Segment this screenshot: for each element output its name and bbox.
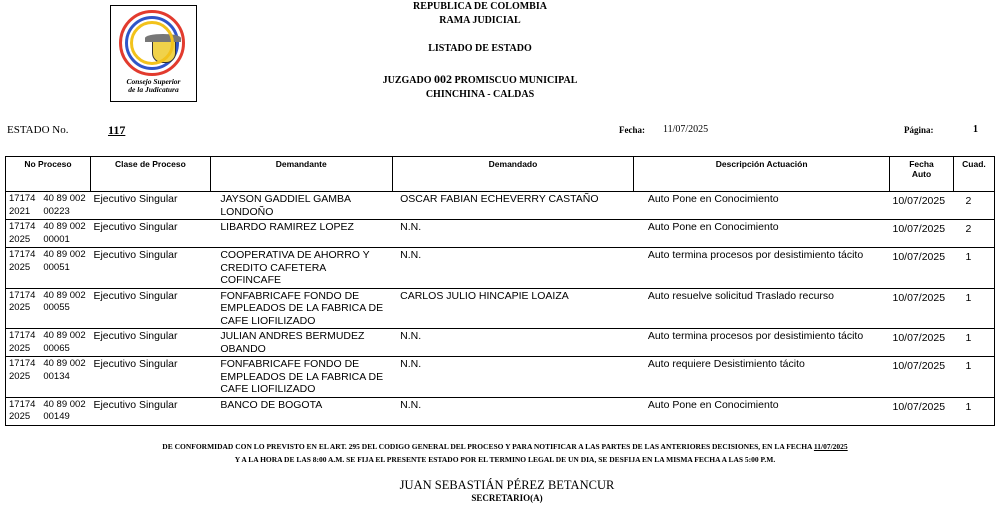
cell-cuad: 2 (953, 192, 994, 220)
cell-clase: Ejecutivo Singular (90, 220, 210, 248)
cell-proceso: 17174 40 89 002 2025 00051 (6, 248, 91, 289)
rama-judicial-seal-icon (119, 10, 185, 76)
cell-cuad: 1 (953, 288, 994, 329)
cell-demandante: BANCO DE BOGOTA (210, 397, 392, 425)
cell-clase: Ejecutivo Singular (90, 248, 210, 289)
cell-descripcion: Auto Pone en Conocimiento (634, 220, 890, 248)
cell-descripcion: Auto Pone en Conocimiento (634, 192, 890, 220)
fecha-label: Fecha: (619, 125, 645, 135)
header-country: REPUBLICA DE COLOMBIA (413, 1, 547, 12)
pagina-value: 1 (973, 124, 978, 135)
footer-legal-line1: DE CONFORMIDAD CON LO PREVISTO EN EL ART. 295 DEL CODIGO GENERAL DEL PROCESO Y PARA NOTIFICAR A LAS PARTES DE LAS ANTERIORES DECISIONES, EN LA FECHA 11/07/2025 (162, 442, 848, 451)
header-rama: RAMA JUDICIAL (439, 15, 521, 26)
cell-cuad: 1 (953, 248, 994, 289)
estado-number: 117 (108, 123, 126, 137)
cell-clase: Ejecutivo Singular (90, 329, 210, 357)
logo-caption: Consejo Superior de la Judicatura (126, 77, 181, 94)
table-row (6, 248, 995, 289)
cell-descripcion: Auto termina procesos por desistimiento tácito (634, 248, 890, 289)
cell-demandado: N.N. (392, 329, 634, 357)
fecha-value: 11/07/2025 (663, 124, 709, 135)
cell-cuad: 2 (953, 220, 994, 248)
cell-proceso: 17174 40 89 002 2025 00055 (6, 288, 91, 329)
table-row (6, 397, 995, 425)
col-header-proceso: No Proceso (6, 157, 91, 192)
consejo-superior-logo (110, 5, 197, 102)
cell-fecha: 10/07/2025 (890, 397, 954, 425)
table-row (6, 329, 995, 357)
col-header-demandado: Demandado (392, 157, 634, 192)
cell-clase: Ejecutivo Singular (90, 357, 210, 398)
cell-descripcion: Auto termina procesos por desistimiento tácito (634, 329, 890, 357)
cell-proceso: 17174 40 89 002 2025 00134 (6, 357, 91, 398)
cell-fecha: 10/07/2025 (890, 329, 954, 357)
pagina-label: Página: (904, 125, 934, 135)
col-header-descripcion: Descripción Actuación (634, 157, 890, 192)
cell-fecha: 10/07/2025 (890, 248, 954, 289)
signer-role: SECRETARIO(A) (471, 493, 543, 503)
cell-demandado: N.N. (392, 357, 634, 398)
cell-proceso: 17174 40 89 002 2025 00065 (6, 329, 91, 357)
table-row (6, 288, 995, 329)
cell-demandante: COOPERATIVA DE AHORRO Y CREDITO CAFETERA COFINCAFE (210, 248, 392, 289)
header-listado: LISTADO DE ESTADO (428, 43, 532, 54)
estado-label: ESTADO No. (7, 124, 69, 136)
table-row (6, 192, 995, 220)
cell-descripcion: Auto Pone en Conocimiento (634, 397, 890, 425)
cell-demandante: LIBARDO RAMIREZ LOPEZ (210, 220, 392, 248)
cell-demandado: N.N. (392, 248, 634, 289)
header-juzgado: JUZGADO 002 PROMISCUO MUNICIPAL (382, 72, 578, 86)
cell-fecha: 10/07/2025 (890, 357, 954, 398)
cell-descripcion: Auto resuelve solicitud Traslado recurso (634, 288, 890, 329)
cell-fecha: 10/07/2025 (890, 192, 954, 220)
cell-fecha: 10/07/2025 (890, 288, 954, 329)
cell-clase: Ejecutivo Singular (90, 288, 210, 329)
cell-demandante: JAYSON GADDIEL GAMBA LONDOÑO (210, 192, 392, 220)
cell-proceso: 17174 40 89 002 2021 00223 (6, 192, 91, 220)
table-header-row (6, 157, 995, 192)
cell-demandante: FONFABRICAFE FONDO DE EMPLEADOS DE LA FABRICA DE CAFE LIOFILIZADO (210, 357, 392, 398)
coat-of-arms-icon (152, 37, 176, 63)
cell-proceso: 17174 40 89 002 2025 00001 (6, 220, 91, 248)
col-header-fecha: Fecha Auto (890, 157, 954, 192)
cell-demandado: OSCAR FABIAN ECHEVERRY CASTAÑO (392, 192, 634, 220)
col-header-cuad: Cuad. (953, 157, 994, 192)
cell-fecha: 10/07/2025 (890, 220, 954, 248)
cell-cuad: 1 (953, 329, 994, 357)
cell-clase: Ejecutivo Singular (90, 397, 210, 425)
cell-demandante: JULIAN ANDRES BERMUDEZ OBANDO (210, 329, 392, 357)
signer-name: JUAN SEBASTIÁN PÉREZ BETANCUR (399, 478, 615, 492)
cell-proceso: 17174 40 89 002 2025 00149 (6, 397, 91, 425)
cell-demandado: N.N. (392, 397, 634, 425)
estado-table (5, 156, 995, 426)
table-row (6, 357, 995, 398)
table-row (6, 220, 995, 248)
cell-clase: Ejecutivo Singular (90, 192, 210, 220)
footer-legal-line2: Y A LA HORA DE LAS 8:00 A.M. SE FIJA EL PRESENTE ESTADO POR EL TERMINO LEGAL DE UN DIA, SE DESFIJA EN LA MISMA FECHA A LAS 5:00 P.M. (234, 455, 776, 464)
col-header-demandante: Demandante (210, 157, 392, 192)
col-header-clase: Clase de Proceso (90, 157, 210, 192)
cell-cuad: 1 (953, 357, 994, 398)
cell-cuad: 1 (953, 397, 994, 425)
cell-descripcion: Auto requiere Desistimiento tácito (634, 357, 890, 398)
cell-demandante: FONFABRICAFE FONDO DE EMPLEADOS DE LA FABRICA DE CAFE LIOFILIZADO (210, 288, 392, 329)
cell-demandado: CARLOS JULIO HINCAPIE LOAIZA (392, 288, 634, 329)
header-location: CHINCHINA - CALDAS (425, 89, 535, 100)
cell-demandado: N.N. (392, 220, 634, 248)
